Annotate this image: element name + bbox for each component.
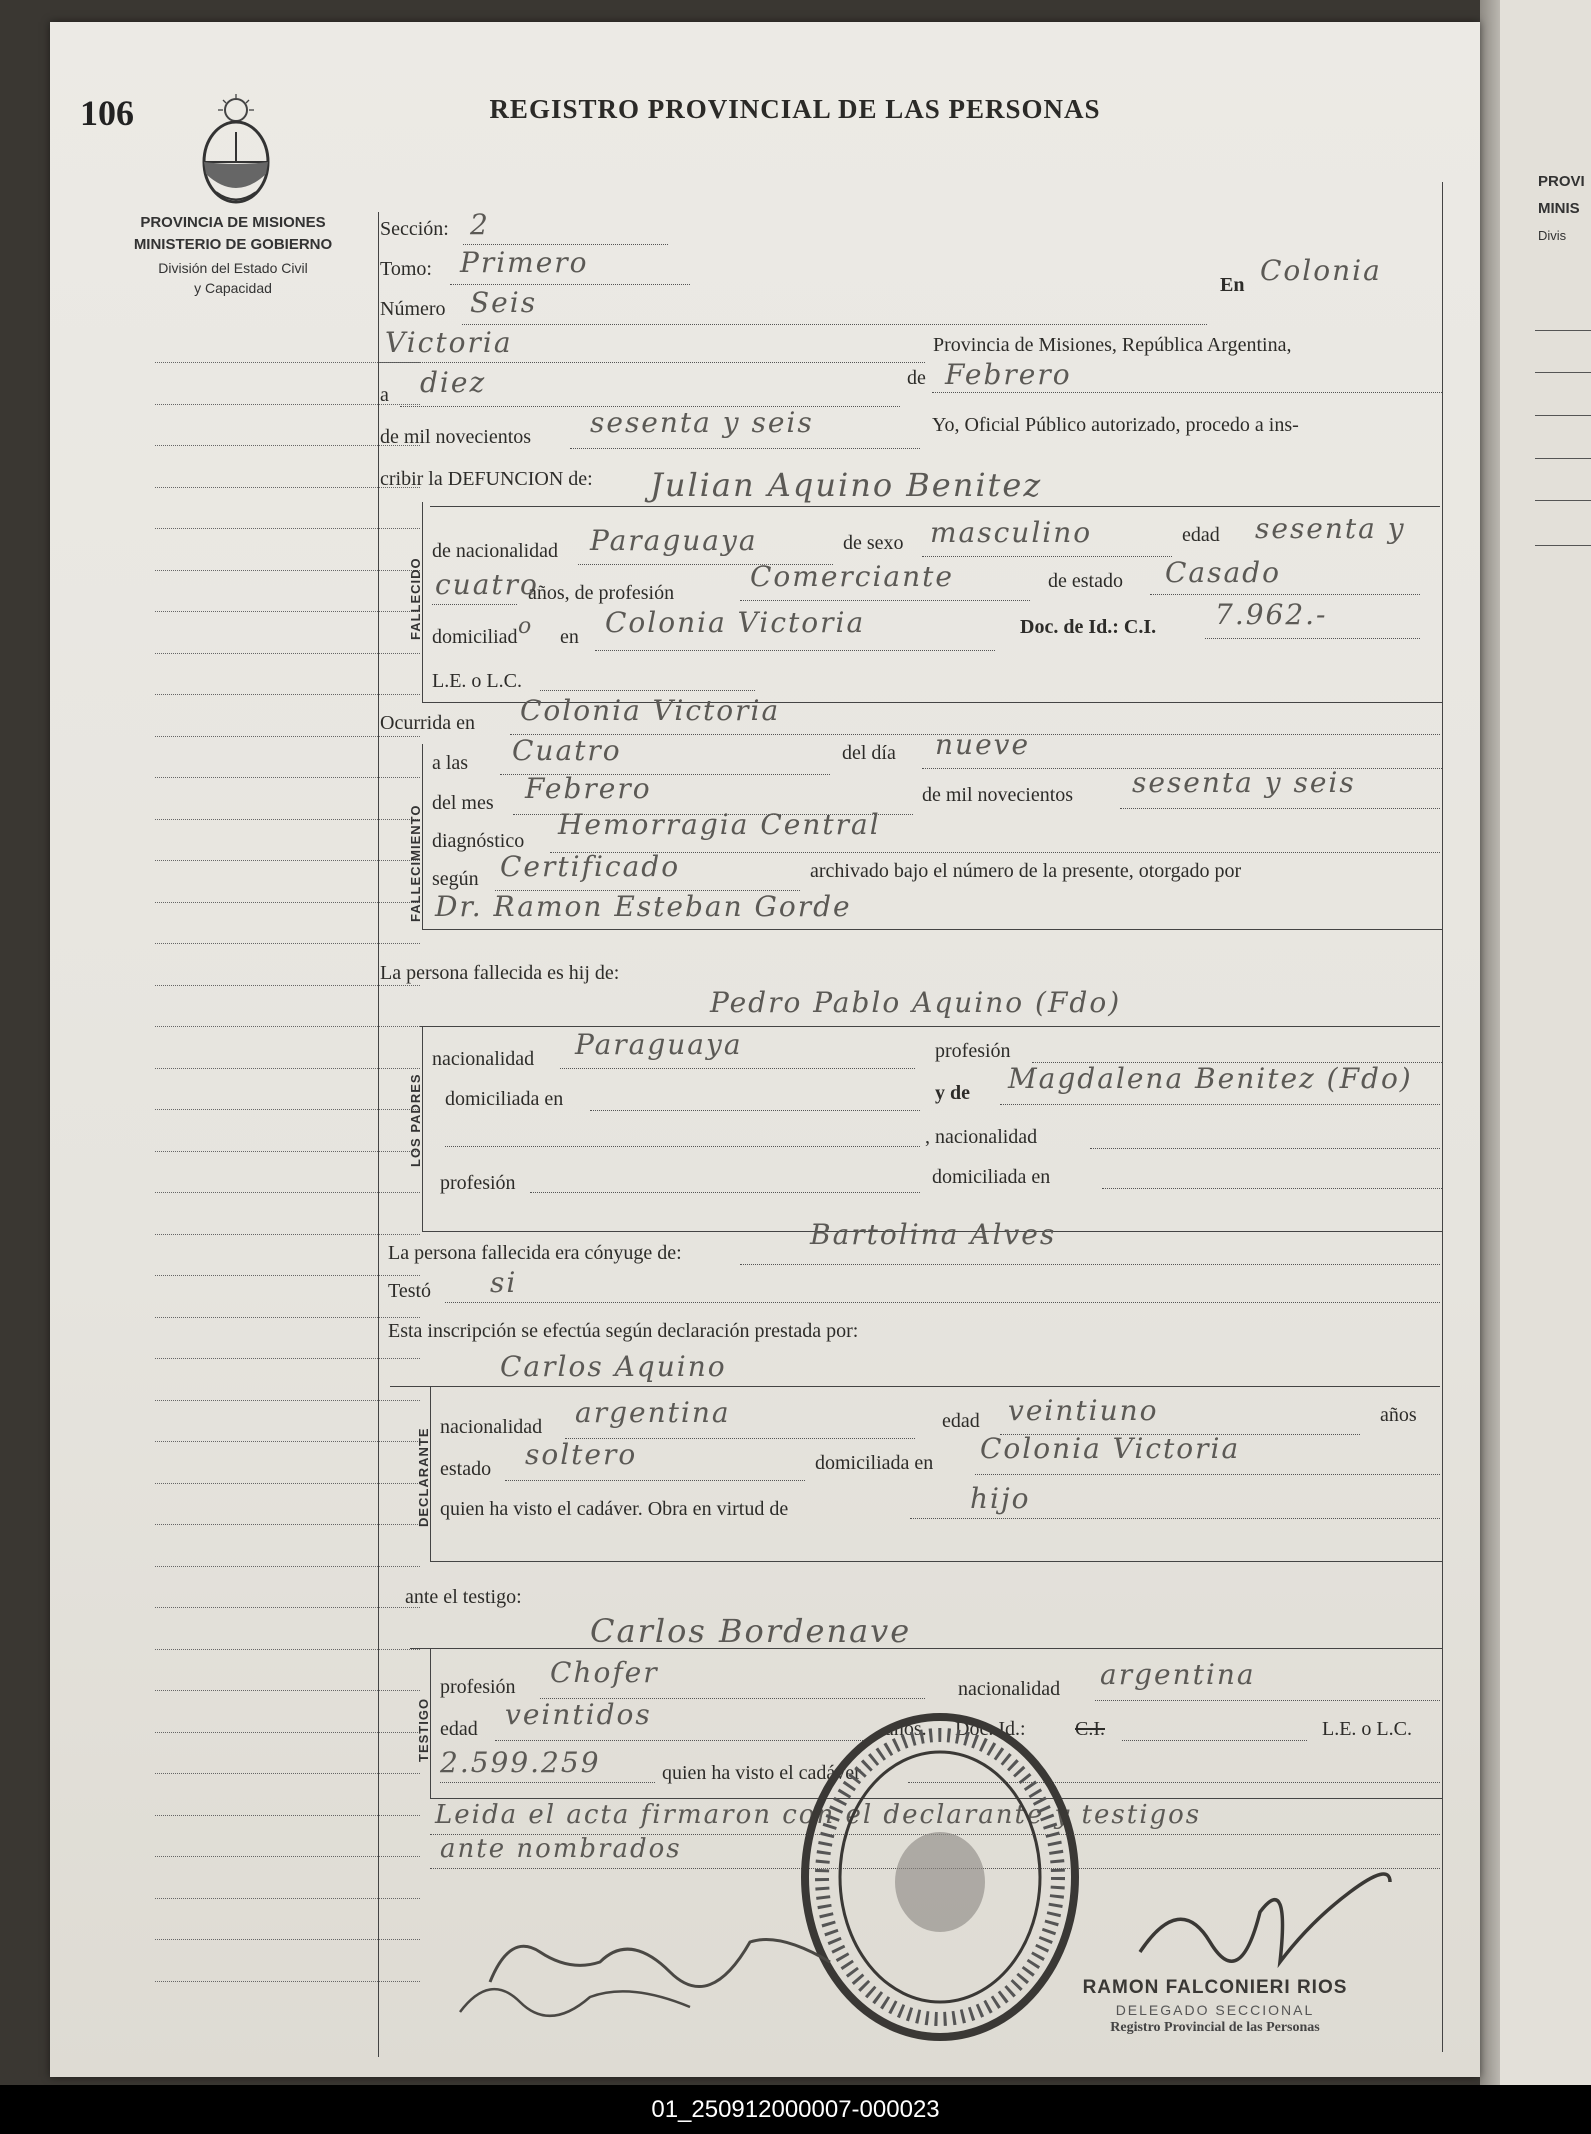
value-en: Colonia — [1260, 254, 1382, 287]
label-en: En — [1220, 274, 1245, 296]
label-numero: Número — [380, 298, 446, 320]
value-estado: Casado — [1165, 556, 1281, 589]
margin-line — [155, 1524, 420, 1525]
label-de: de — [907, 367, 926, 389]
label-diagnostico: diagnóstico — [432, 830, 525, 852]
margin-line — [155, 1690, 420, 1691]
file-id-footer: 01_250912000007-000023 — [0, 2085, 1591, 2134]
line-domicilio — [595, 650, 995, 651]
label-prof-madre: profesión — [440, 1172, 516, 1194]
label-dom-decl: domiciliada en — [815, 1452, 934, 1474]
section-declarante: DECLARANTE — [416, 1427, 431, 1527]
label-domiciliado: domiciliad — [432, 626, 518, 648]
value-diagnostico: Hemorragia Central — [558, 808, 881, 841]
margin-line — [155, 902, 420, 903]
label-cribir: cribir la DEFUNCION de: — [380, 468, 593, 490]
value-padre: Pedro Pablo Aquino (Fdo) — [710, 986, 1122, 1019]
value-conyuge: Bartolina Alves — [810, 1218, 1057, 1251]
right-page-line — [1535, 415, 1591, 416]
value-ci: 7.962.- — [1215, 598, 1328, 631]
label-de-mil: de mil novecientos — [380, 426, 532, 448]
line-le-lc — [540, 690, 755, 691]
box-declarante-bottom — [430, 1561, 1442, 1562]
label-ante: ante el testigo: — [405, 1586, 522, 1608]
value-segun: Certificado — [500, 850, 681, 883]
margin-line — [155, 694, 420, 695]
value-edad-decl: veintiuno — [1008, 1394, 1159, 1427]
line-dom-decl — [975, 1474, 1440, 1475]
page-number: 106 — [80, 93, 134, 133]
label-nac-decl: nacionalidad — [440, 1416, 543, 1438]
margin-line — [155, 1068, 420, 1069]
right-page-line — [1535, 545, 1591, 546]
margin-line — [155, 1649, 420, 1650]
line-nombre — [430, 506, 1440, 507]
line-dom-madre — [1102, 1188, 1442, 1189]
line-ci — [1205, 638, 1420, 639]
line-madre — [1000, 1104, 1440, 1105]
signature-role: DELEGADO SECCIONAL — [1115, 2002, 1315, 2018]
value-sexo: masculino — [930, 516, 1093, 549]
line-prof-madre — [530, 1192, 920, 1193]
value-tomo: Primero — [460, 246, 589, 279]
line-doc-t — [1122, 1740, 1307, 1741]
line-edad-cont — [432, 604, 517, 605]
value-dom-decl: Colonia Victoria — [980, 1432, 1241, 1465]
label-tomo: Tomo: — [380, 258, 432, 280]
label-y-de: y de — [935, 1082, 970, 1104]
line-estado-decl — [505, 1480, 805, 1481]
value-dia: diez — [420, 366, 487, 399]
right-page-edge — [1500, 0, 1591, 2085]
line-nac-t — [1095, 1700, 1440, 1701]
signature-name: RAMON FALCONIERI RIOS — [1082, 1977, 1348, 1998]
signature-official-icon — [1120, 1852, 1420, 1992]
label-a: a — [380, 384, 389, 406]
section-fallecimiento: FALLECIMIENTO — [408, 804, 423, 922]
certificate-page — [50, 22, 1480, 2077]
label-inscripcion: Esta inscripción se efectúa según declaración prestada por: — [388, 1320, 859, 1342]
value-nac-t: argentina — [1100, 1658, 1256, 1691]
margin-line — [155, 1151, 420, 1152]
value-anio: sesenta y seis — [590, 406, 814, 439]
line-testo — [445, 1302, 1440, 1303]
label-estado-decl: estado — [440, 1458, 492, 1480]
label-anos-t: años. — [885, 1718, 927, 1740]
line-dom-padre — [590, 1110, 920, 1111]
value-domic-suffix: o — [518, 614, 534, 639]
line-victoria — [380, 362, 925, 363]
label-segun: según — [432, 868, 479, 890]
label-del-mes: del mes — [432, 792, 494, 814]
value-dia-f: nueve — [935, 728, 1031, 761]
margin-line — [155, 1234, 420, 1235]
label-de-nacionalidad: de nacionalidad — [432, 540, 559, 562]
value-anio-f: sesenta y seis — [1132, 766, 1356, 799]
margin-line — [155, 1400, 420, 1401]
label-del-dia: del día — [842, 742, 896, 764]
value-edad: sesenta y — [1255, 512, 1406, 545]
line-padre — [420, 1026, 1440, 1027]
value-estado-decl: soltero — [525, 1438, 638, 1471]
margin-line — [155, 736, 420, 737]
margin-line — [155, 1981, 420, 1982]
value-virtud: hijo — [970, 1482, 1031, 1515]
value-ocurrida: Colonia Victoria — [520, 694, 781, 727]
right-page-line — [1535, 372, 1591, 373]
margin-line — [155, 1815, 420, 1816]
margin-line — [155, 1566, 420, 1567]
value-nombre: Julian Aquino Benitez — [650, 466, 1043, 504]
margin-line — [155, 1607, 420, 1608]
form-right-border — [1442, 182, 1443, 2052]
value-prof-t: Chofer — [550, 1656, 659, 1689]
value-declarante: Carlos Aquino — [500, 1350, 727, 1383]
label-anos: años — [1380, 1404, 1417, 1426]
margin-line — [155, 1275, 420, 1276]
label-seccion: Sección: — [380, 218, 449, 240]
label-prof-t: profesión — [440, 1676, 516, 1698]
line-blank — [445, 1146, 920, 1147]
margin-line — [155, 819, 420, 820]
right-page-text: PROVI — [1538, 173, 1585, 190]
page-title: REGISTRO PROVINCIAL DE LAS PERSONAS — [489, 94, 1101, 124]
line-tomo — [450, 284, 690, 285]
label-le-lc: L.E. o L.C. — [432, 670, 522, 692]
label-archivado: archivado bajo el número de la presente, otorgado por — [810, 860, 1242, 882]
margin-line — [155, 777, 420, 778]
value-domicilio: Colonia Victoria — [605, 606, 866, 639]
section-fallecido: FALLECIDO — [408, 557, 423, 640]
value-mes: Febrero — [945, 358, 1072, 391]
line-numero — [462, 324, 1207, 325]
value-seccion: 2 — [470, 208, 490, 241]
label-prof-padre: profesión — [935, 1040, 1011, 1062]
value-hora: Cuatro — [512, 734, 622, 767]
value-numero: Seis — [470, 286, 538, 319]
value-madre: Magdalena Benitez (Fdo) — [1008, 1062, 1413, 1095]
label-quien-t: quien ha visto el cadáver — [662, 1762, 861, 1784]
box-fallecimiento-bottom — [422, 929, 1442, 930]
margin-line — [155, 1898, 420, 1899]
line-nac-padre — [560, 1068, 915, 1069]
line-anio — [570, 448, 920, 449]
label-edad-t: edad — [440, 1718, 478, 1740]
label-en2: en — [560, 626, 579, 648]
margin-line — [155, 1192, 420, 1193]
label-hija: La persona fallecida es hij de: — [380, 962, 620, 984]
right-page-line — [1535, 458, 1591, 459]
label-edad: edad — [1182, 524, 1220, 546]
label-a-las: a las — [432, 752, 469, 774]
label-le-t: L.E. o L.C. — [1322, 1718, 1412, 1740]
line-estado — [1150, 594, 1420, 595]
label-quien-cadaver: quien ha visto el cadáver. Obra en virtud de — [440, 1498, 789, 1520]
label-ci-t: C.I. — [1075, 1718, 1105, 1740]
value-profesion: Comerciante — [750, 560, 954, 593]
line-testigo — [410, 1648, 1442, 1649]
value-nota2: ante nombrados — [440, 1834, 682, 1864]
margin-line — [155, 570, 420, 571]
margin-line — [155, 653, 420, 654]
margin-line — [155, 1483, 420, 1484]
line-diagnostico — [550, 852, 1440, 853]
right-page-line — [1535, 330, 1591, 331]
label-edad-decl: edad — [942, 1410, 980, 1432]
right-page-text: Divis — [1538, 228, 1567, 243]
margin-line — [155, 1109, 420, 1110]
right-page-line — [1535, 500, 1591, 501]
label-yo: Yo, Oficial Público autorizado, procedo a ins- — [932, 414, 1299, 436]
value-edad-cont: cuatro — [435, 568, 539, 601]
right-page-text: MINIS — [1538, 200, 1580, 217]
line-anio-f — [1120, 808, 1440, 809]
margin-line — [155, 611, 420, 612]
margin-line — [155, 1026, 420, 1027]
line-doc-num — [440, 1782, 655, 1783]
value-medico: Dr. Ramon Esteban Gorde — [435, 890, 852, 923]
label-ocurrida: Ocurrida en — [380, 712, 475, 734]
value-nac-decl: argentina — [575, 1396, 731, 1429]
label-nac-padre: nacionalidad — [432, 1048, 535, 1070]
line-conyuge — [740, 1264, 1440, 1265]
signature-org: Registro Provincial de las Personas — [1110, 2020, 1320, 2035]
form-left-border — [378, 212, 379, 2057]
label-conyuge: La persona fallecida era cónyuge de: — [388, 1242, 682, 1264]
value-edad-t: veintidos — [505, 1698, 652, 1731]
line-declarante — [390, 1386, 1440, 1387]
label-doc: Doc. de Id.: C.I. — [1020, 616, 1157, 638]
label-de-estado: de estado — [1048, 570, 1123, 592]
value-en-continued: Victoria — [385, 326, 513, 359]
label-de-mil2: de mil novecientos — [922, 784, 1074, 806]
label-sexo: de sexo — [843, 532, 904, 554]
margin-line — [155, 1317, 420, 1318]
margin-line — [155, 1732, 420, 1733]
header-capacity: y Capacidad — [194, 280, 272, 296]
signature-declarante-icon — [450, 1872, 890, 2022]
margin-line — [155, 860, 420, 861]
line-virtud — [910, 1518, 1440, 1519]
label-provincia: Provincia de Misiones, República Argentina, — [933, 334, 1292, 356]
label-anos-profesion: años, de profesión — [528, 582, 675, 604]
value-doc-t: 2.599.259 — [440, 1746, 601, 1779]
value-nacionalidad: Paraguaya — [590, 524, 758, 557]
header-ministry: MINISTERIO DE GOBIERNO — [133, 236, 333, 253]
header-province: PROVINCIA DE MISIONES — [140, 214, 326, 231]
margin-line — [155, 943, 420, 944]
margin-line — [155, 528, 420, 529]
margin-line — [155, 1358, 420, 1359]
label-doc-t: Doc. Id.: — [955, 1718, 1026, 1740]
line-profesion — [740, 600, 1030, 601]
line-mes — [932, 392, 1442, 393]
header-division: División del Estado Civil — [158, 260, 308, 276]
value-nota1: Leida el acta firmaron con el declarante y testigos — [435, 1800, 1202, 1830]
label-dom-padre: domiciliada en — [445, 1088, 564, 1110]
label-dom-madre: domiciliada en — [932, 1166, 1051, 1188]
label-coma-nac: , nacionalidad — [925, 1126, 1038, 1148]
value-testigo: Carlos Bordenave — [590, 1612, 912, 1650]
label-testo: Testó — [388, 1280, 432, 1302]
value-mes-f: Febrero — [525, 772, 652, 805]
margin-line — [155, 1441, 420, 1442]
line-sexo — [922, 556, 1172, 557]
line-nac-madre — [1090, 1148, 1440, 1149]
label-nac-t: nacionalidad — [958, 1678, 1061, 1700]
section-padres: LOS PADRES — [408, 1073, 423, 1167]
margin-line — [155, 1856, 420, 1857]
margin-line — [155, 1939, 420, 1940]
value-nac-padre: Paraguaya — [575, 1028, 743, 1061]
margin-line — [155, 1773, 420, 1774]
section-testigo: TESTIGO — [416, 1697, 431, 1762]
value-testo: si — [490, 1266, 518, 1299]
line-seccion — [463, 244, 668, 245]
